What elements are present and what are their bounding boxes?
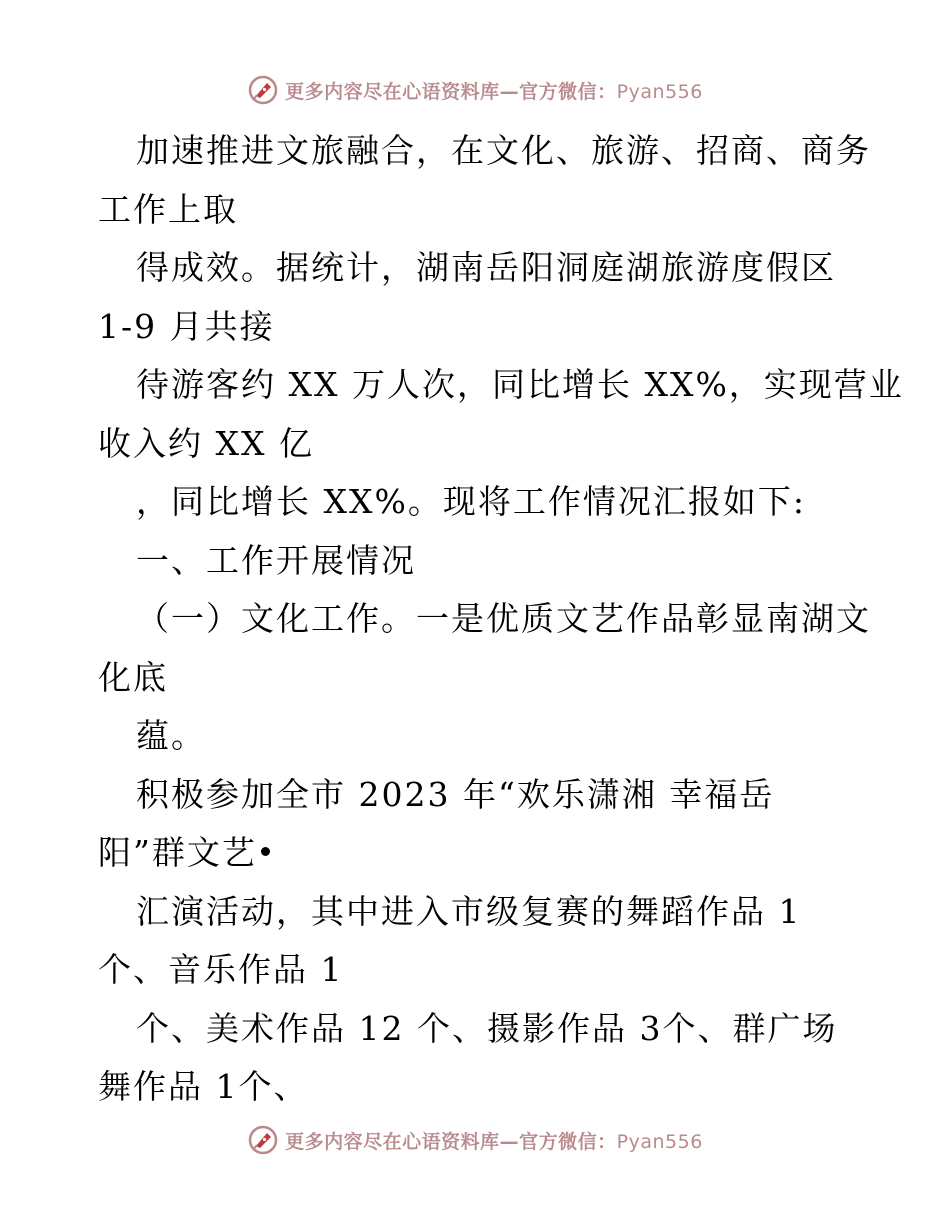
text-line-content: （一）文化工作。一是优质文艺作品彰显南湖文 (136, 599, 871, 638)
text-line-content: 个、音乐作品 1 (98, 950, 344, 989)
watermark-text: 更多内容尽在心语资料库—官方微信：Pyan556 (285, 80, 703, 103)
watermark-id: Pyan556 (616, 1130, 703, 1153)
text-line (98, 941, 858, 1000)
pen-nib-logo-icon (247, 1124, 279, 1156)
text-line (98, 532, 858, 591)
text-line (98, 473, 858, 532)
text-line (98, 883, 858, 942)
text-line (98, 356, 904, 415)
text-line-content: 个、美术作品 12 个、摄影作品 3个、群广场 (136, 1008, 838, 1048)
bullet-dot (261, 847, 270, 856)
text-line (98, 181, 858, 240)
footer-watermark (0, 1120, 950, 1160)
text-line-content: 化底 (98, 657, 168, 697)
text-line (98, 590, 871, 649)
text-line (98, 122, 871, 181)
text-line-content: 工作上取 (98, 189, 238, 229)
text-line (98, 298, 858, 357)
text-line-content: 舞作品 1个、 (98, 1067, 309, 1106)
text-line (98, 1058, 858, 1117)
text-line-content: 1-9 月共接 (98, 306, 275, 346)
text-line-content: ，同比增长 XX%。现将工作情况汇报如下: (136, 482, 806, 521)
text-line-content: 阳”群文艺 (98, 833, 257, 872)
text-line (98, 707, 858, 766)
text-line (98, 824, 858, 883)
text-line (98, 1000, 858, 1059)
text-line (98, 415, 858, 474)
watermark-id: Pyan556 (616, 80, 703, 103)
pen-nib-logo-icon (247, 74, 279, 106)
watermark-text: 更多内容尽在心语资料库—官方微信：Pyan556 (285, 1130, 703, 1153)
header-watermark (0, 70, 950, 110)
text-line-content: 待游客约 XX 万人次，同比增长 XX%，实现营业 (136, 365, 904, 404)
document-body (98, 122, 904, 1117)
text-line-content: 积极参加全市 2023 年“欢乐潇湘 幸福岳 (136, 774, 775, 814)
text-line (98, 766, 858, 825)
text-line (98, 649, 858, 708)
text-line-content: 得成效。据统计，湖南岳阳洞庭湖旅游度假区 (136, 248, 836, 287)
text-line-content: 汇演活动，其中进入市级复赛的舞蹈作品 1 (136, 891, 802, 931)
text-line-content: 收入约 XX 亿 (98, 423, 314, 463)
text-line-content: 蕴。 (136, 716, 206, 755)
text-line-content: 一、工作开展情况 (136, 540, 416, 580)
text-line-content: 加速推进文旅融合，在文化、旅游、招商、商务 (136, 131, 871, 170)
text-line (98, 239, 858, 298)
